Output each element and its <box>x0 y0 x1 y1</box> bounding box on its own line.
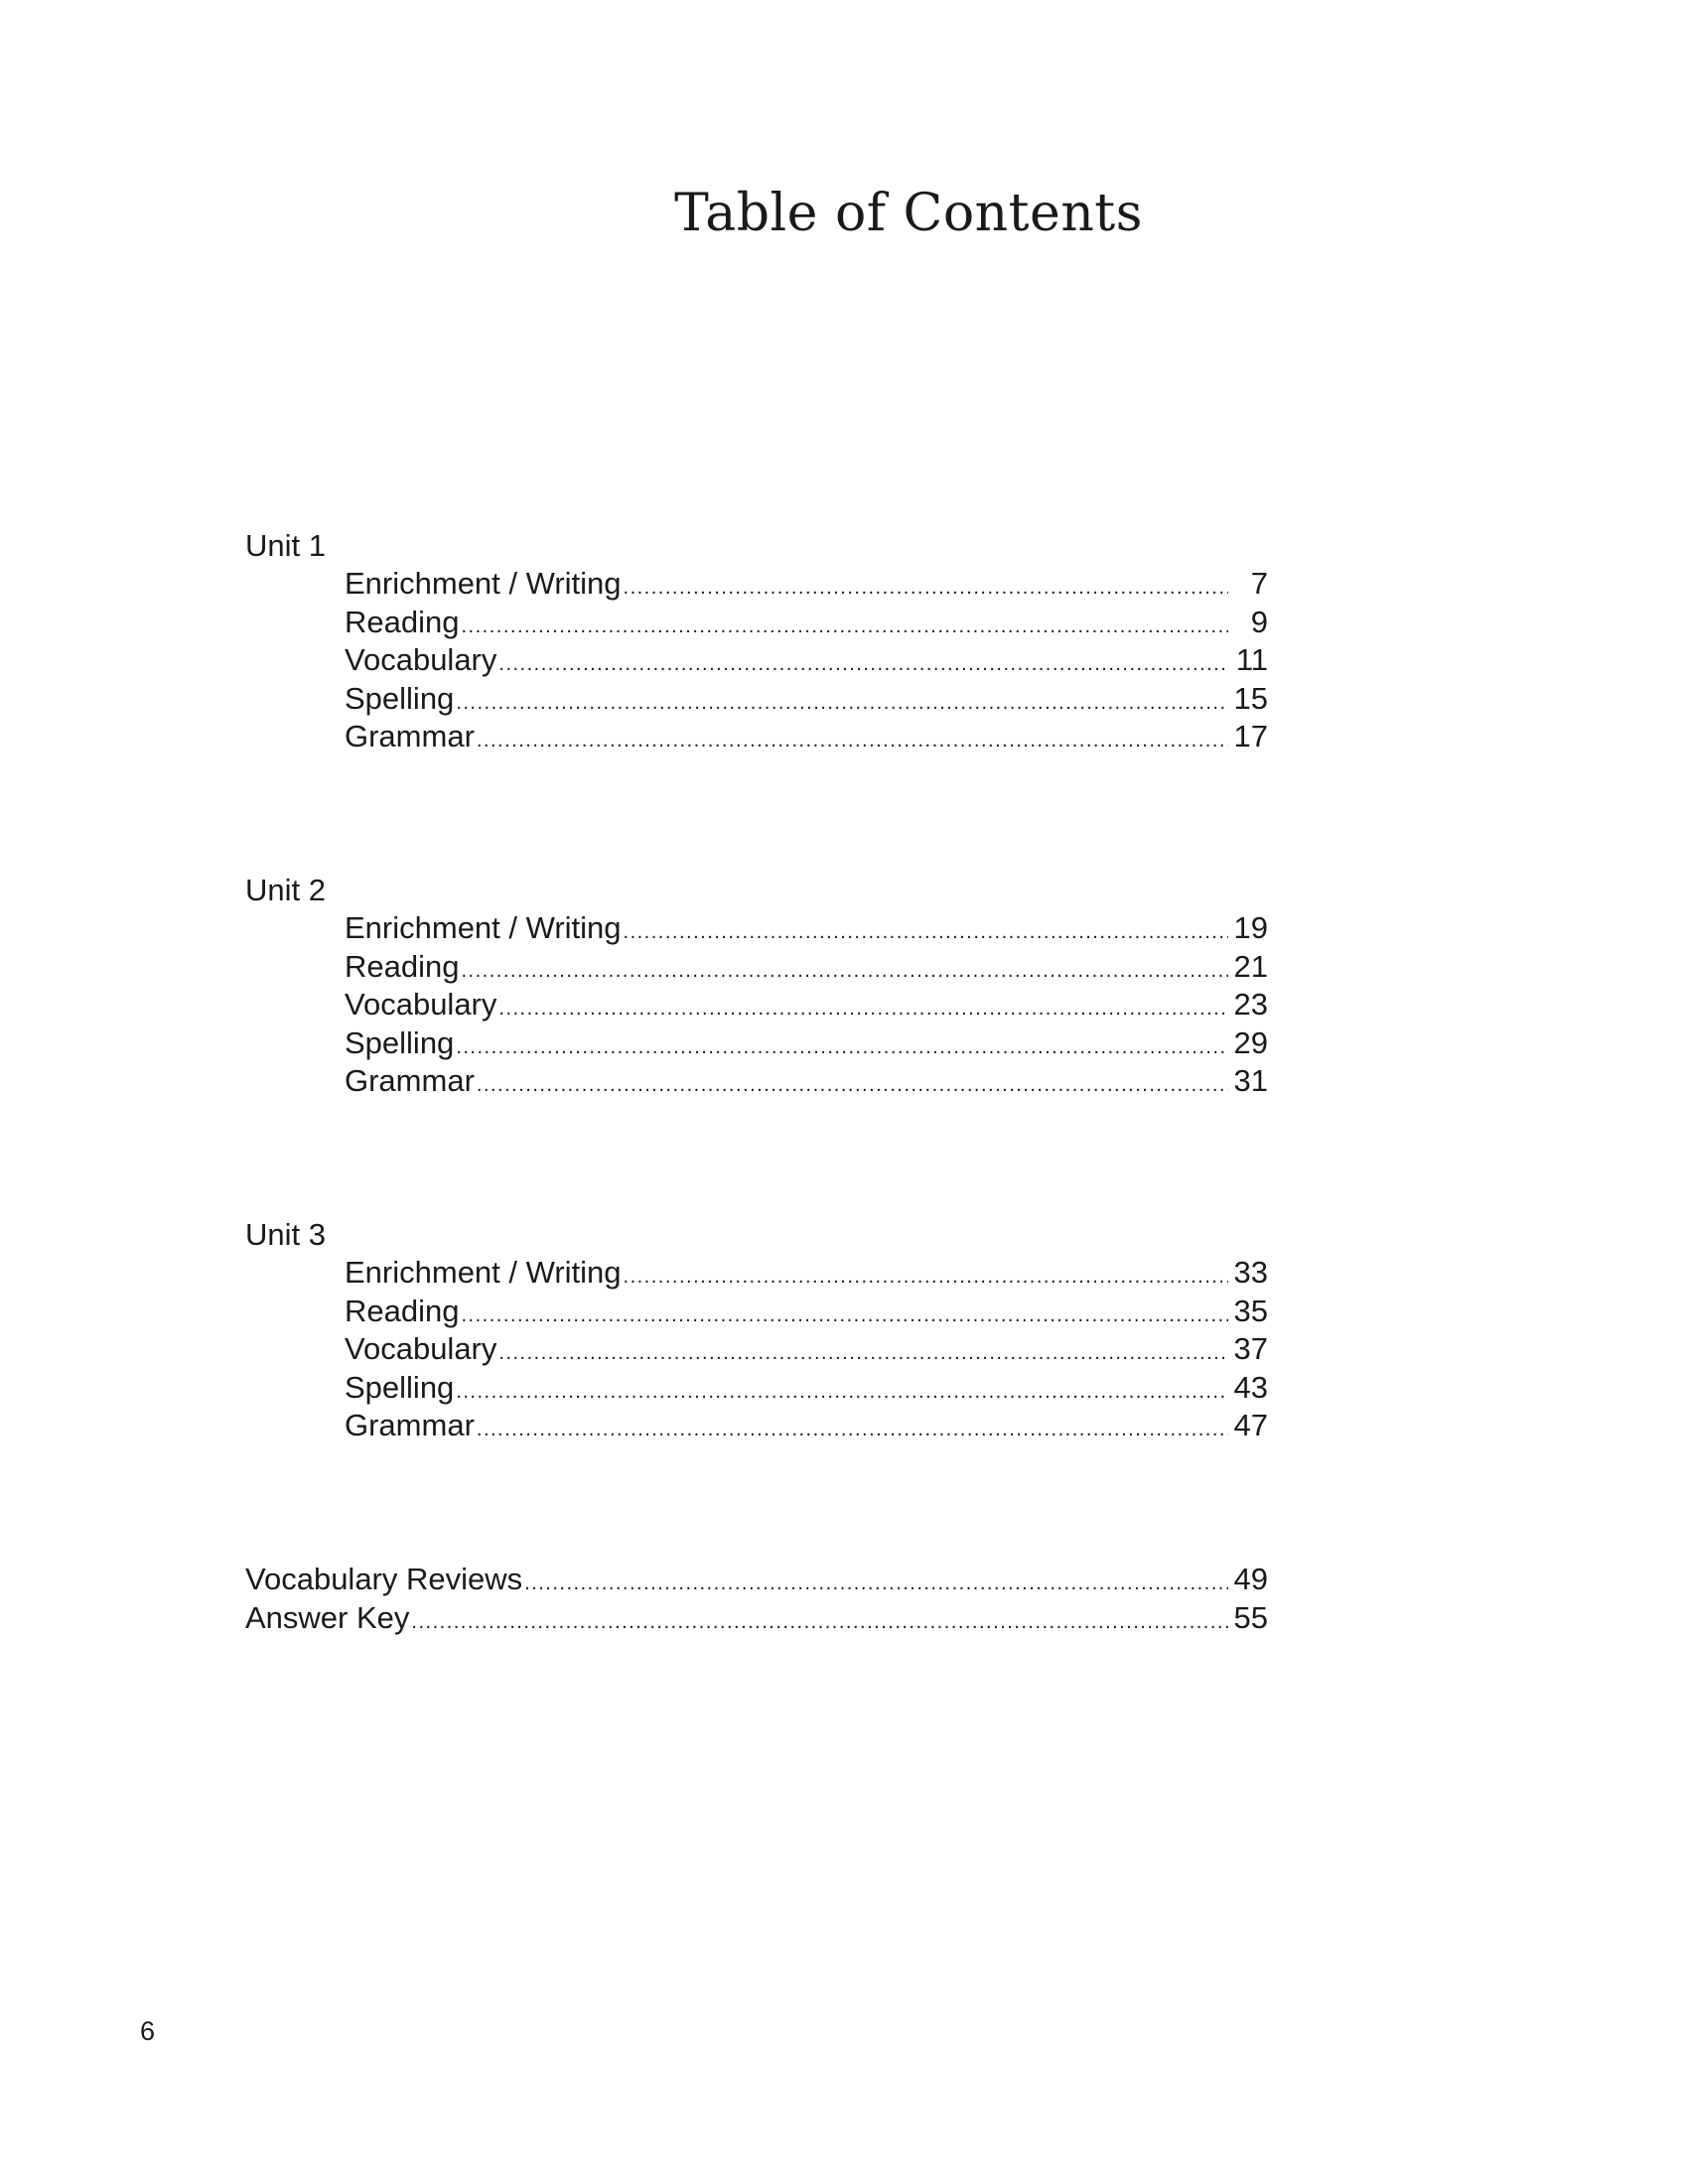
unit-title: Unit 1 <box>245 528 326 563</box>
toc-entry-label: Vocabulary <box>345 1331 497 1367</box>
dot-leader <box>477 1066 1228 1105</box>
toc-entry-page: 15 <box>1233 680 1268 716</box>
dot-leader <box>411 1603 1227 1642</box>
toc-entry-page: 19 <box>1233 909 1268 945</box>
toc-entry[interactable] <box>245 1407 1268 1445</box>
toc-entry-page: 21 <box>1233 948 1268 984</box>
toc-entry-label: Reading <box>345 1293 460 1328</box>
toc-entry[interactable] <box>245 1599 1268 1638</box>
toc-entry-label: Enrichment / Writing <box>345 909 622 945</box>
toc-entry[interactable] <box>245 1293 1268 1331</box>
toc-entry-label: Spelling <box>345 680 455 716</box>
dot-leader <box>461 952 1227 991</box>
dot-leader <box>524 1565 1227 1603</box>
table-of-contents <box>245 527 1268 1637</box>
toc-entry-page: 7 <box>1250 566 1268 601</box>
toc-entry[interactable] <box>245 1330 1268 1369</box>
toc-entry-label: Spelling <box>345 1024 455 1060</box>
dot-leader <box>456 1373 1227 1412</box>
toc-entry-label: Vocabulary <box>345 642 497 678</box>
dot-leader <box>624 1258 1228 1297</box>
toc-entry[interactable] <box>245 641 1268 680</box>
appendix-entries <box>245 1561 1268 1637</box>
unit-section-1 <box>245 527 1268 756</box>
toc-entry[interactable] <box>245 565 1268 604</box>
unit-title: Unit 2 <box>245 872 326 907</box>
unit-title: Unit 3 <box>245 1216 326 1252</box>
toc-entry-page: 29 <box>1233 1024 1268 1060</box>
unit-section-3 <box>245 1216 1268 1445</box>
toc-entry[interactable] <box>245 986 1268 1024</box>
dot-leader <box>461 608 1228 646</box>
toc-entry[interactable] <box>245 604 1268 642</box>
toc-entry[interactable] <box>245 1369 1268 1408</box>
toc-entry-label: Spelling <box>345 1369 455 1405</box>
toc-entry[interactable] <box>245 680 1268 719</box>
dot-leader <box>456 684 1227 723</box>
toc-entry-page: 23 <box>1233 987 1268 1023</box>
toc-entry-label: Vocabulary Reviews <box>245 1561 523 1596</box>
dot-leader <box>624 569 1228 608</box>
unit-section-2 <box>245 872 1268 1101</box>
dot-leader <box>498 990 1227 1028</box>
toc-entry-page: 33 <box>1233 1254 1268 1290</box>
toc-entry[interactable] <box>245 948 1268 987</box>
toc-entry[interactable] <box>245 1062 1268 1101</box>
toc-entry-page: 31 <box>1233 1063 1268 1099</box>
toc-entry-page: 55 <box>1233 1599 1268 1635</box>
dot-leader <box>477 1411 1228 1449</box>
toc-entry-label: Enrichment / Writing <box>345 566 622 601</box>
toc-entry[interactable] <box>245 1024 1268 1063</box>
toc-entry-page: 11 <box>1235 642 1268 678</box>
dot-leader <box>624 913 1228 952</box>
toc-entry-page: 49 <box>1233 1561 1268 1596</box>
dot-leader <box>498 1334 1227 1373</box>
toc-entry-page: 43 <box>1233 1369 1268 1405</box>
toc-entry[interactable] <box>245 1254 1268 1293</box>
toc-entry[interactable] <box>245 909 1268 948</box>
dot-leader <box>456 1028 1227 1067</box>
section-spacer <box>245 756 1268 872</box>
toc-entry-label: Grammar <box>345 1408 475 1443</box>
toc-entry-label: Reading <box>345 948 460 984</box>
toc-entry-label: Grammar <box>345 1063 475 1099</box>
toc-entry[interactable] <box>245 718 1268 756</box>
toc-entry-page: 35 <box>1233 1293 1268 1328</box>
toc-entry-page: 37 <box>1233 1331 1268 1367</box>
toc-entry-page: 17 <box>1233 719 1268 754</box>
toc-entry-label: Answer Key <box>245 1599 410 1635</box>
toc-entry[interactable] <box>245 1561 1268 1599</box>
toc-entry-label: Reading <box>345 604 460 639</box>
page-number: 6 <box>140 2016 156 2046</box>
dot-leader <box>498 645 1228 684</box>
toc-entry-label: Vocabulary <box>345 987 497 1023</box>
toc-entry-page: 47 <box>1233 1408 1268 1443</box>
toc-entry-label: Enrichment / Writing <box>345 1254 622 1290</box>
page-title: Table of Contents <box>674 184 1143 243</box>
dot-leader <box>461 1297 1227 1335</box>
dot-leader <box>477 722 1228 760</box>
toc-entry-page: 9 <box>1250 604 1268 639</box>
section-spacer <box>245 1101 1268 1216</box>
toc-entry-label: Grammar <box>345 719 475 754</box>
